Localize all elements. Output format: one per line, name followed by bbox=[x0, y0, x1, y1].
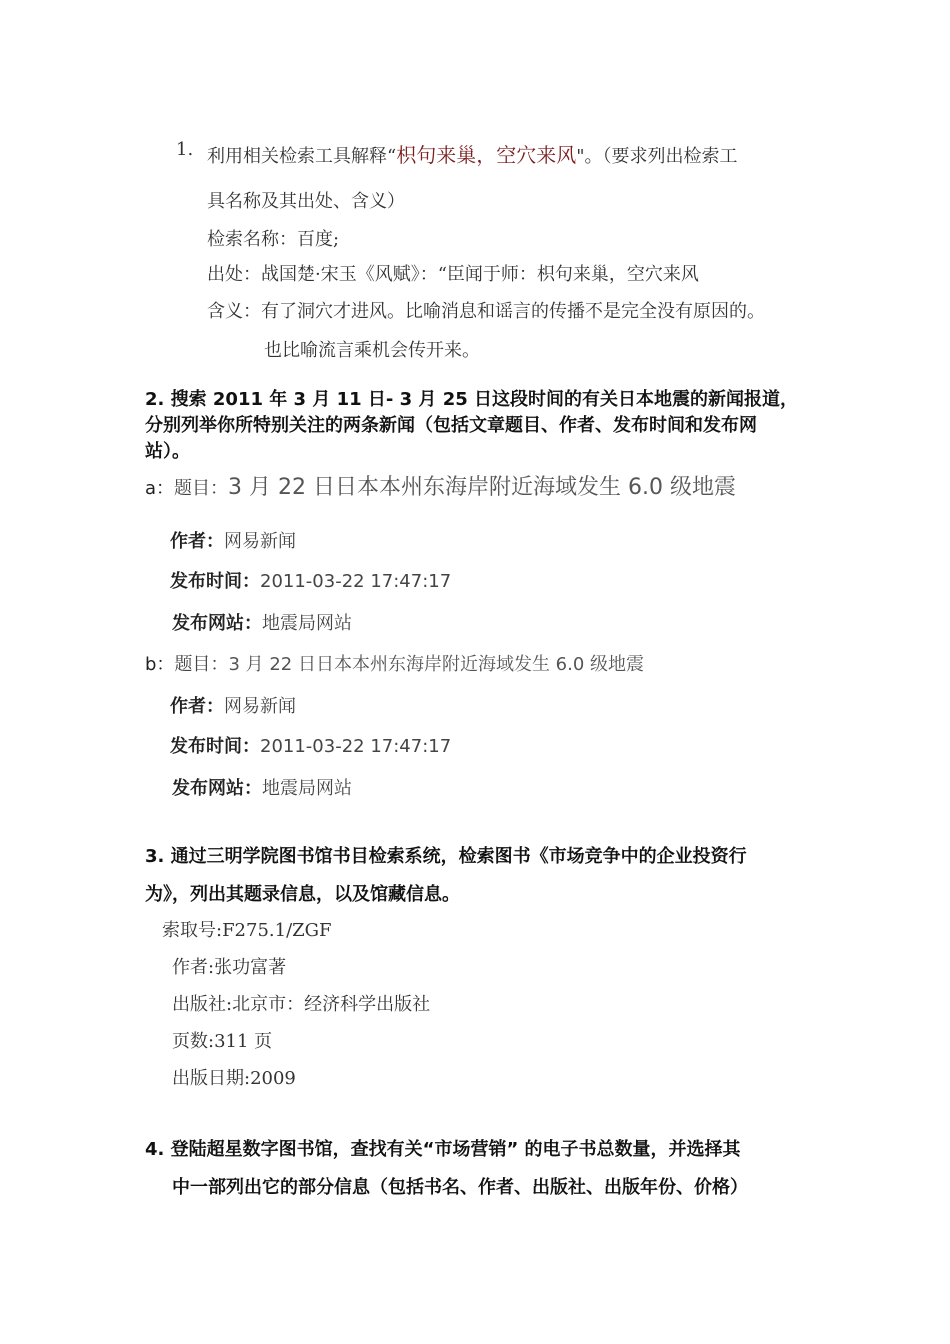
q3-call-number: 索取号:F275.1/ZGF bbox=[162, 920, 332, 941]
q1-line1-before: 利用相关检索工具解释“ bbox=[207, 146, 397, 167]
q2-b-time-label: 发布时间： bbox=[170, 736, 260, 757]
q2-b-site-value: 地震局网站 bbox=[262, 778, 352, 799]
q2-b-author-value: 网易新闻 bbox=[224, 696, 296, 717]
q3-line1: 3. 通过三明学院图书馆书目检索系统，检索图书《市场竞争中的企业投资行 bbox=[145, 846, 747, 867]
q2-b-author-label: 作者： bbox=[170, 696, 224, 717]
q1-line1-after: 。（要求列出检索工 bbox=[584, 146, 738, 167]
q2-a-title-label: 题目： bbox=[174, 478, 229, 499]
q1-meaning-label: 含义： bbox=[207, 301, 261, 322]
q2-a-author bbox=[170, 527, 296, 553]
q4-line2: 中一部列出它的部分信息（包括书名、作者、出版社、出版年份、价格） bbox=[172, 1177, 748, 1198]
q3-date: 出版日期:2009 bbox=[172, 1068, 296, 1089]
q1-source bbox=[207, 260, 699, 286]
q2-a-title-value: 3 月 22 日日本本州东海岸附近海域发生 6.0 级地震 bbox=[228, 475, 736, 500]
q1-quote-end: " bbox=[576, 146, 585, 167]
q2-line3: 站）。 bbox=[145, 441, 190, 462]
q3-author: 作者:张功富著 bbox=[172, 957, 287, 978]
q2-a-time-label: 发布时间： bbox=[170, 571, 260, 592]
q1-meaning-value2: 也比喻流言乘机会传开来。 bbox=[264, 340, 480, 361]
q2-b-title-label: 题目： bbox=[174, 654, 229, 675]
q2-a-time bbox=[170, 567, 451, 593]
q1-tool-label: 检索名称： bbox=[207, 229, 297, 250]
q1-source-value: 战国楚·宋玉《风赋》：“臣闻于师：枳句来巢，空穴来风 bbox=[261, 264, 699, 285]
q2-b-time-value: 2011-03-22 17:47:17 bbox=[260, 736, 452, 757]
q1-phrase: 枳句来巢，空穴来风 bbox=[396, 143, 577, 167]
q2-a-site-label: 发布网站： bbox=[172, 613, 262, 634]
q2-a-author-value: 网易新闻 bbox=[224, 531, 296, 552]
q2-a-site-value: 地震局网站 bbox=[262, 613, 352, 634]
q2-b-site bbox=[172, 774, 352, 800]
q1-tool-value: 百度; bbox=[297, 229, 340, 250]
q2-b-prefix: b： bbox=[145, 654, 175, 675]
q2-b-title-value: 3 月 22 日日本本州东海岸附近海域发生 6.0 级地震 bbox=[228, 654, 645, 675]
q1-meaning-value1: 有了洞穴才进风。比喻消息和谣言的传播不是完全没有原因的。 bbox=[261, 301, 765, 322]
q2-b-site-label: 发布网站： bbox=[172, 778, 262, 799]
q2-b-author bbox=[170, 692, 296, 718]
q1-source-label: 出处： bbox=[207, 264, 261, 285]
q3-line2: 为》，列出其题录信息，以及馆藏信息。 bbox=[145, 884, 460, 905]
q4-line1: 4. 登陆超星数字图书馆，查找有关“市场营销” 的电子书总数量，并选择其 bbox=[145, 1139, 741, 1160]
q2-a-title bbox=[145, 470, 736, 501]
q2-a-author-label: 作者： bbox=[170, 531, 224, 552]
q1-meaning bbox=[207, 297, 765, 323]
q2-b-time bbox=[170, 732, 451, 758]
q1-number: 1. bbox=[176, 139, 194, 160]
q1-tool bbox=[207, 225, 339, 251]
q2-a-site bbox=[172, 609, 352, 635]
q2-b-title bbox=[145, 650, 644, 676]
q3-pages: 页数:311 页 bbox=[172, 1031, 273, 1052]
q2-line1: 2. 搜索 2011 年 3 月 11 日- 3 月 25 日这段时间的有关日本地震的新闻报道， bbox=[145, 389, 799, 410]
q2-line2: 分别列举你所特别关注的两条新闻（包括文章题目、作者、发布时间和发布网 bbox=[145, 415, 757, 436]
q1-line2: 具名称及其出处、含义） bbox=[207, 191, 405, 212]
q2-a-time-value: 2011-03-22 17:47:17 bbox=[260, 571, 452, 592]
q1-line1 bbox=[207, 139, 737, 168]
q3-publisher: 出版社:北京市：经济科学出版社 bbox=[172, 994, 431, 1015]
q2-a-prefix: a： bbox=[145, 478, 175, 499]
